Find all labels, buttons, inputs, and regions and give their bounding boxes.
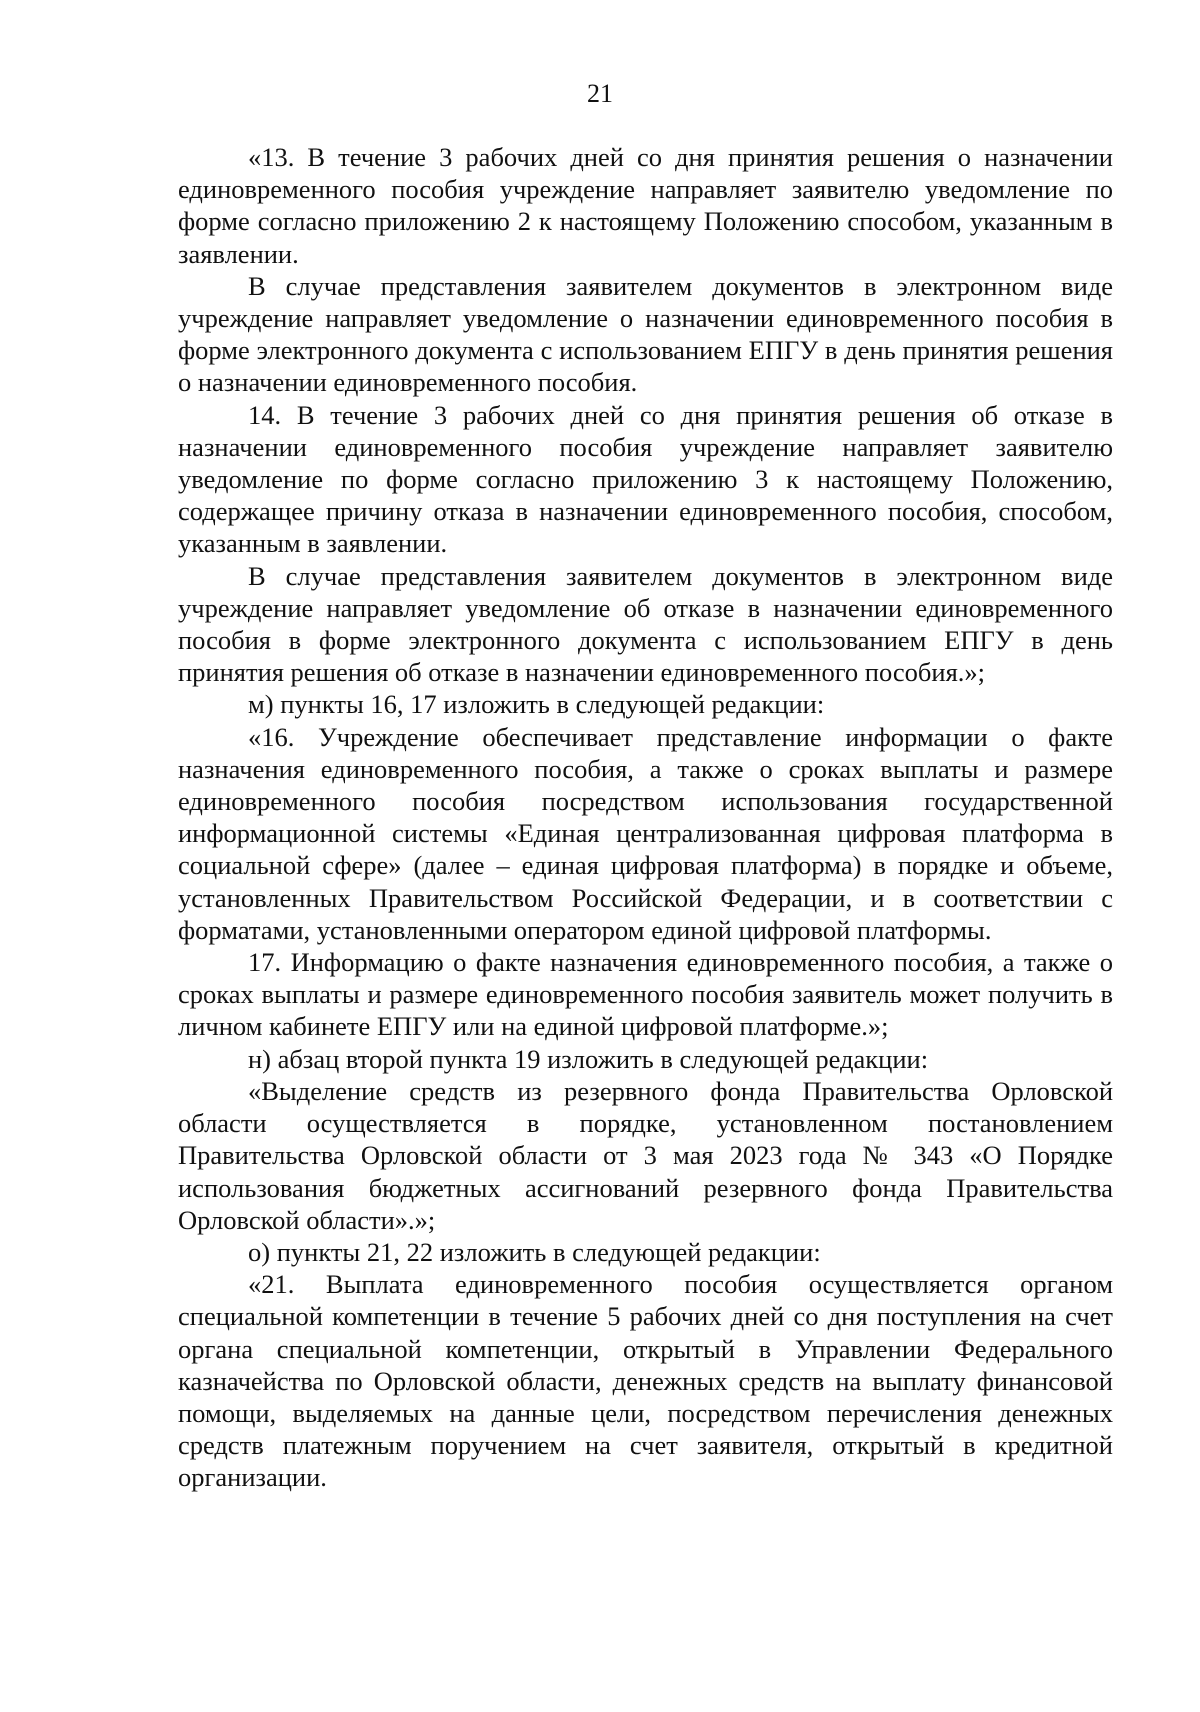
amendment-n: н) абзац второй пункта 19 изложить в следующей редакции: — [248, 1043, 929, 1074]
paragraph-19-reserve-fund: «Выделение средств из резервного фонда Правительства Орловской области осуществляется в порядке, установленном постановлением Правительства Орловской области от 3 мая 2023 года № 343 «О Порядке использования бюджетных ассигнований резервного фонда Правительства Орловской области».»; — [178, 1075, 1113, 1235]
paragraph-13-electronic: В случае представления заявителем документов в электронном виде учреждение направляет уведомление о назначении единовременного пособия в форме электронного документа с использованием ЕПГУ в день принятия решения о назначении единовременного пособия. — [178, 270, 1113, 398]
paragraph-14-electronic: В случае представления заявителем документов в электронном виде учреждение направляет уведомление об отказе в назначении единовременного пособия в форме электронного документа с использованием ЕПГУ в день принятия решения об отказе в назначении единовременного пособия.»; — [178, 560, 1113, 688]
paragraph-17: 17. Информацию о факте назначения единовременного пособия, а также о сроках выплаты и размере единовременного пособия заявитель может получить в личном кабинете ЕПГУ или на единой цифровой платформе.»; — [178, 947, 1113, 1042]
paragraph-16: «16. Учреждение обеспечивает представление информации о факте назначения единовременного пособия, а также о сроках выплаты и размере единовременного пособия посредством использования государственной информационной системы «Единая централизованная цифровая платформа в социальной сфере» (далее – единая цифровая платформа) в порядке и объеме, установленных Правительством Российской Федерации, и в соответствии с форматами, установленными оператором единой цифровой платформы. — [178, 721, 1113, 945]
paragraph-13: «13. В течение 3 рабочих дней со дня принятия решения о назначении единовременного пособия учреждение направляет заявителю уведомление по форме согласно приложению 2 к настоящему Положению способом, указанным в заявлении. — [178, 142, 1113, 269]
document-body — [178, 141, 1113, 1494]
page-number: 21 — [587, 79, 613, 108]
amendment-o: о) пункты 21, 22 изложить в следующей редакции: — [248, 1236, 821, 1267]
paragraph-21: «21. Выплата единовременного пособия осуществляется органом специальной компетенции в течение 5 рабочих дней со дня поступления на счет органа специальной компетенции, открытый в Управлении Федерального казначейства по Орловской области, денежных средств на выплату финансовой помощи, выделяемых на данные цели, посредством перечисления денежных средств платежным поручением на счет заявителя, открытый в кредитной организации. — [178, 1269, 1113, 1493]
paragraph-14: 14. В течение 3 рабочих дней со дня принятия решения об отказе в назначении единовременного пособия учреждение направляет заявителю уведомление по форме согласно приложению 3 к настоящему Положению, содержащее причину отказа в назначении единовременного пособия, способом, указанным в заявлении. — [178, 399, 1113, 559]
amendment-m: м) пункты 16, 17 изложить в следующей редакции: — [248, 689, 825, 720]
